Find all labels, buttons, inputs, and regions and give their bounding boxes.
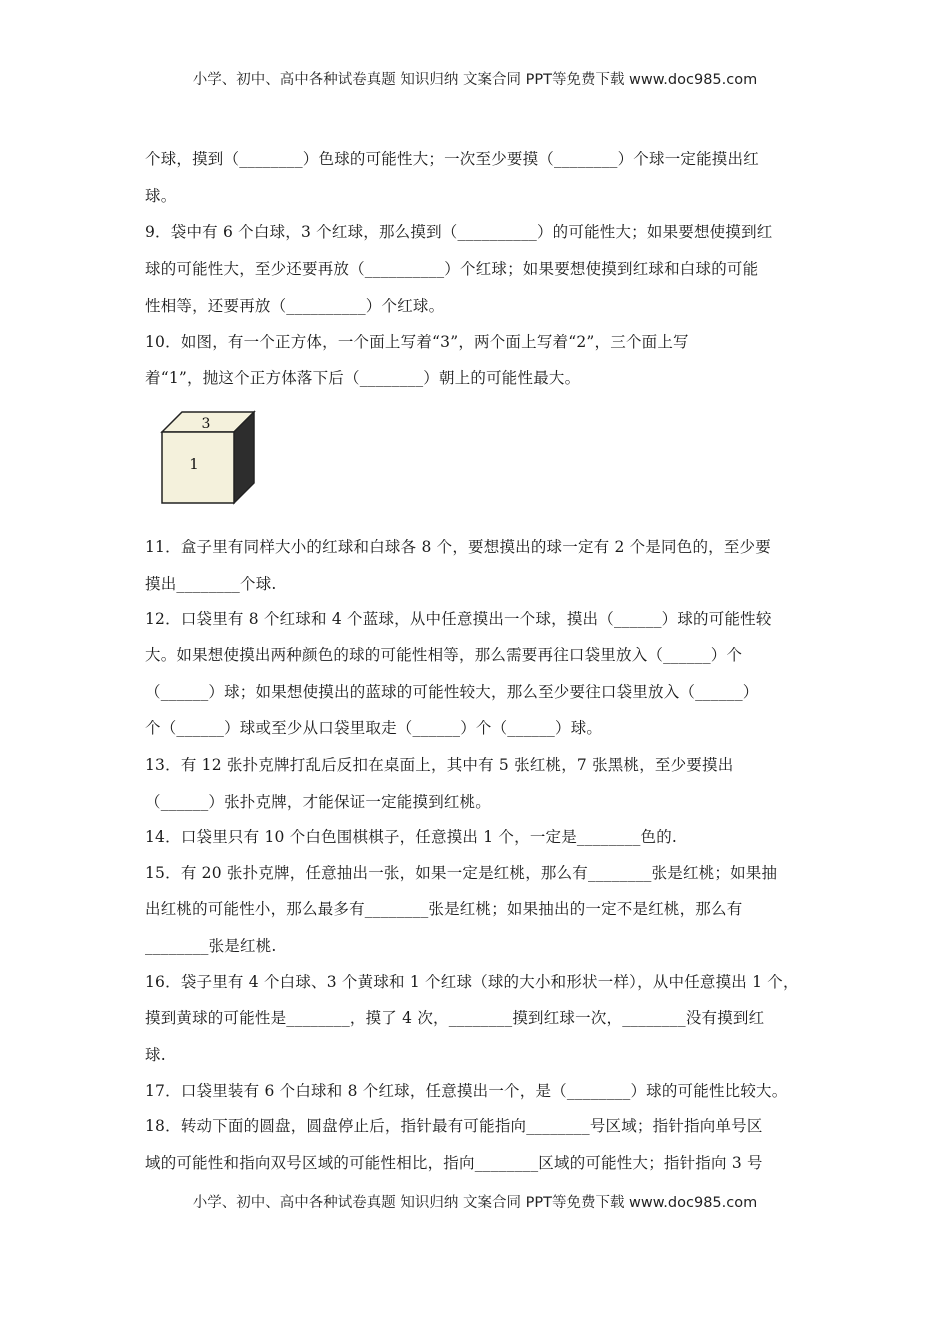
question-11-line: 摸出________个球. bbox=[145, 575, 277, 593]
cube-figure bbox=[160, 405, 256, 507]
question-16-line: 摸到黄球的可能性是________，摸了 4 次，________摸到红球一次，________没有摸到红 bbox=[145, 1009, 765, 1027]
question-11-line: 11．盒子里有同样大小的红球和白球各 8 个，要想摸出的球一定有 2 个是同色的，至少要 bbox=[145, 538, 771, 556]
question-13-line: 13．有 12 张扑克牌打乱后反扣在桌面上，其中有 5 张红桃，7 张黑桃，至少要摸出 bbox=[145, 756, 734, 774]
question-line: 个球，摸到（________）色球的可能性大；一次至少要摸（________）个球一定能摸出红 bbox=[145, 150, 759, 168]
question-9-line: 9．袋中有 6 个白球，3 个红球，那么摸到（__________）的可能性大；如果要想使摸到红 bbox=[145, 223, 773, 241]
question-12-line: 12．口袋里有 8 个红球和 4 个蓝球，从中任意摸出一个球，摸出（______）球的可能性较 bbox=[145, 610, 772, 628]
page-footer: 小学、初中、高中各种试卷真题 知识归纳 文案合同 PPT等免费下载 www.doc985.com bbox=[192, 1195, 758, 1211]
question-14-line: 14．口袋里只有 10 个白色围棋棋子，任意摸出 1 个，一定是________色的. bbox=[145, 828, 678, 846]
question-12-line: 大。如果想使摸出两种颜色的球的可能性相等，那么需要再往口袋里放入（______）个 bbox=[145, 646, 743, 664]
question-15-line: 15．有 20 张扑克牌，任意抽出一张，如果一定是红桃，那么有________张是红桃；如果抽 bbox=[145, 864, 778, 882]
cube-front-label: 1 bbox=[189, 455, 199, 473]
question-10-line: 着“1”，抛这个正方体落下后（________）朝上的可能性最大。 bbox=[145, 369, 581, 387]
question-16-line: 16．袋子里有 4 个白球、3 个黄球和 1 个红球（球的大小和形状一样），从中任意摸出 1 个， bbox=[145, 973, 799, 991]
question-12-line: （______）球；如果想使摸出的蓝球的可能性较大，那么至少要往口袋里放入（______） bbox=[145, 683, 759, 701]
question-12-line: 个（______）球或至少从口袋里取走（______）个（______）球。 bbox=[145, 719, 603, 737]
page-header: 小学、初中、高中各种试卷真题 知识归纳 文案合同 PPT等免费下载 www.doc985.com bbox=[192, 72, 758, 88]
question-17-line: 17．口袋里装有 6 个白球和 8 个红球，任意摸出一个，是（________）球的可能性比较大。 bbox=[145, 1082, 788, 1100]
question-line: 球。 bbox=[145, 187, 177, 205]
question-18-line: 18．转动下面的圆盘，圆盘停止后，指针最有可能指向________号区域；指针指向单号区 bbox=[145, 1117, 763, 1135]
question-9-line: 性相等，还要再放（__________）个红球。 bbox=[145, 297, 445, 315]
question-13-line: （______）张扑克牌，才能保证一定能摸到红桃。 bbox=[145, 793, 492, 811]
question-15-line: ________张是红桃. bbox=[145, 937, 277, 955]
question-9-line: 球的可能性大，至少还要再放（__________）个红球；如果要想使摸到红球和白球的可能 bbox=[145, 260, 759, 278]
cube-top-label: 3 bbox=[201, 416, 211, 432]
question-16-line: 球. bbox=[145, 1046, 166, 1064]
question-10-line: 10．如图，有一个正方体，一个面上写着“3”，两个面上写着“2”，三个面上写 bbox=[145, 333, 689, 351]
question-15-line: 出红桃的可能性小，那么最多有________张是红桃；如果抽出的一定不是红桃，那么有 bbox=[145, 900, 743, 918]
question-18-line: 域的可能性和指向双号区域的可能性相比，指向________区域的可能性大；指针指向 3 号 bbox=[145, 1154, 763, 1172]
